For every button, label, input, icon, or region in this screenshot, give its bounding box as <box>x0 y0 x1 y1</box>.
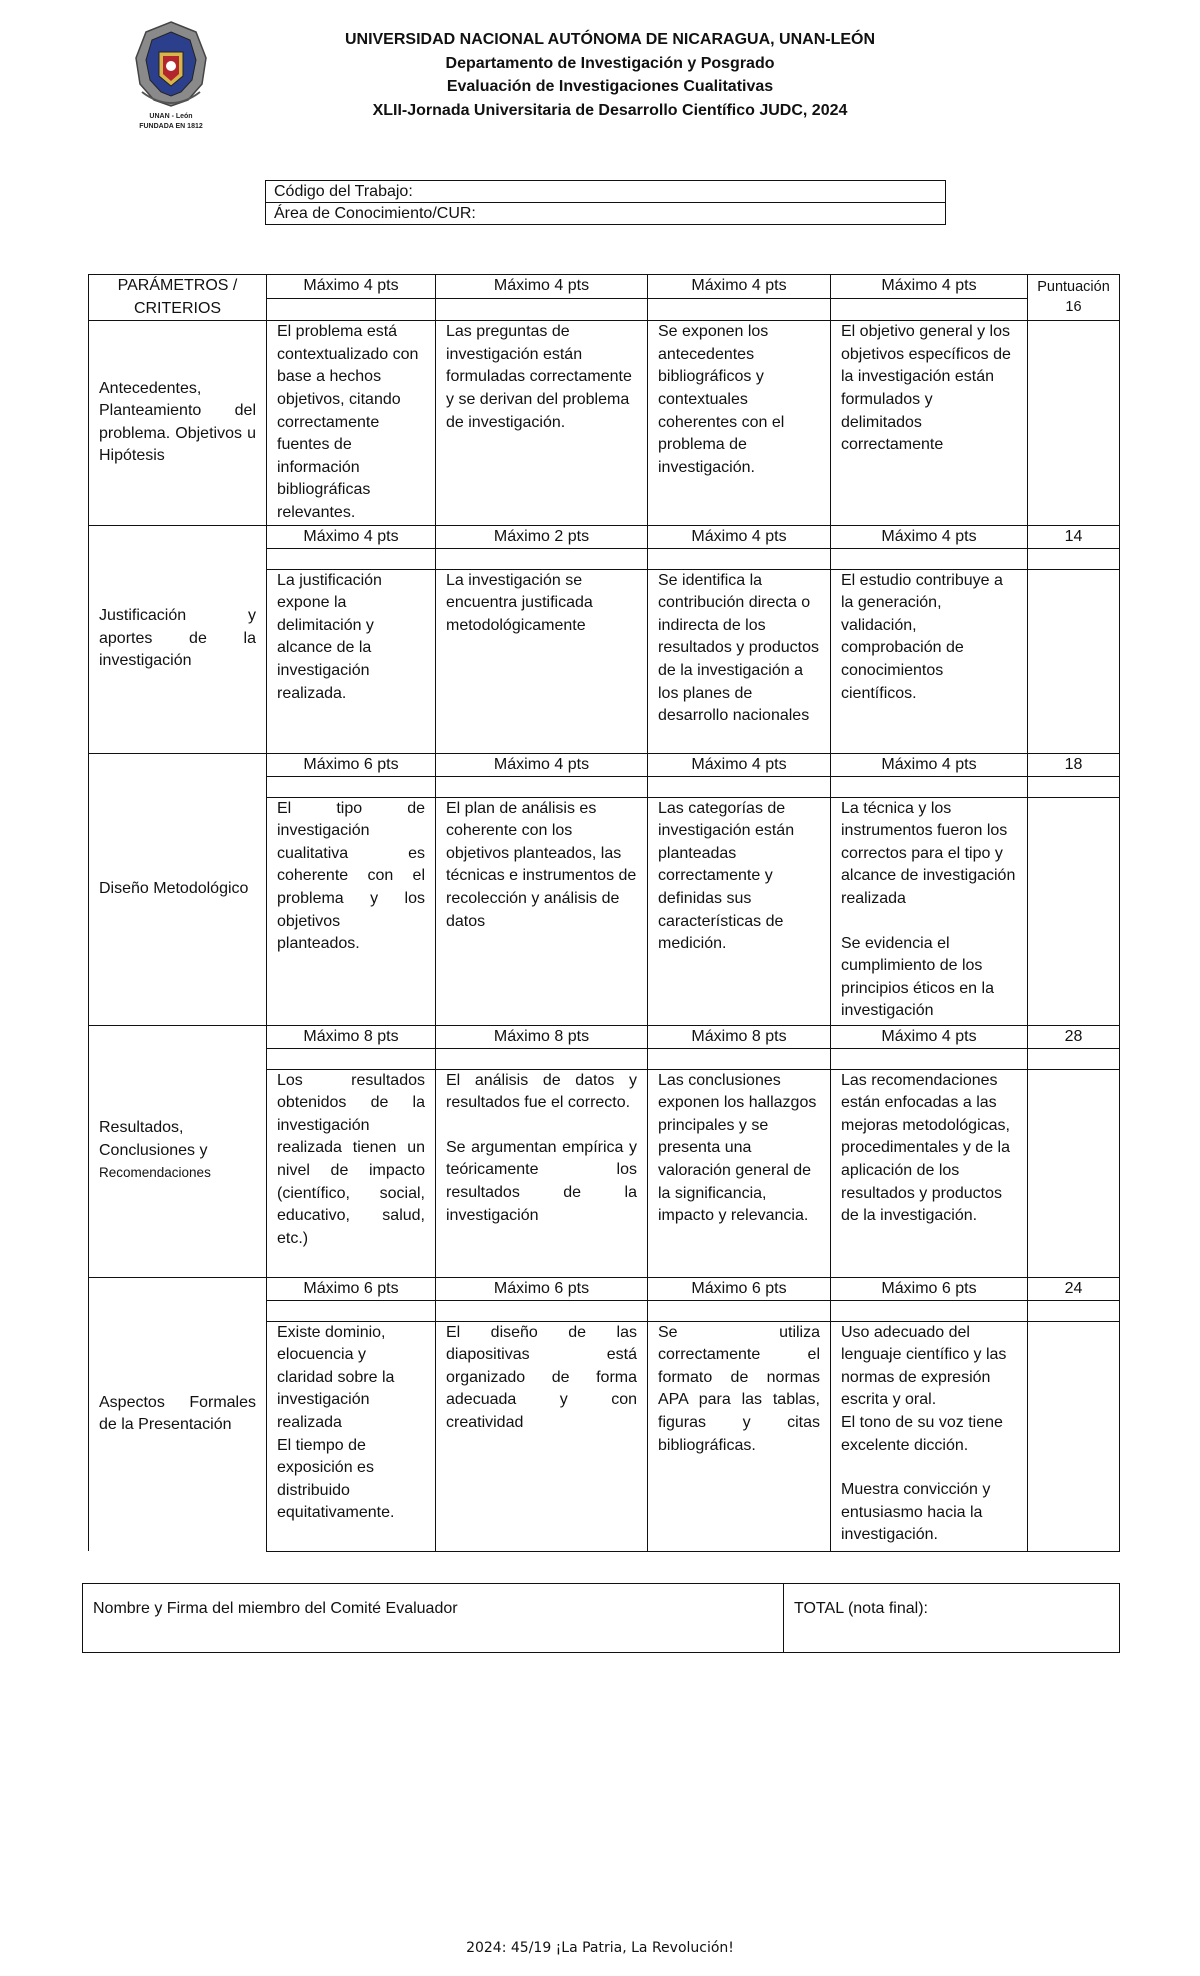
criterion-name: Justificación y aportes de la investigación <box>89 525 267 753</box>
knowledge-area-field[interactable]: Área de Conocimiento/CUR: <box>266 203 946 225</box>
criterion-description: Se exponen los antecedentes bibliográficos y contextuales coherentes con el problema de investigación. <box>648 321 831 525</box>
max-points-cell: Máximo 4 pts <box>436 275 648 299</box>
max-points-cell: Máximo 4 pts <box>267 275 436 299</box>
footer-slogan: 2024: 45/19 ¡La Patria, La Revolución! <box>466 1940 734 1956</box>
max-points-cell: Máximo 6 pts <box>831 1277 1028 1300</box>
max-points-cell: Máximo 6 pts <box>648 1277 831 1300</box>
max-points-cell: Máximo 2 pts <box>436 525 648 548</box>
max-points-cell: Máximo 4 pts <box>831 1025 1028 1048</box>
score-entry-cell[interactable] <box>1028 797 1120 1025</box>
criterion-description-group <box>267 1321 436 1551</box>
criterion-description: Uso adecuado del lenguaje científico y las normas de expresión escrita y oral. <box>841 1323 1007 1409</box>
criterion-description: Las recomendaciones están enfocadas a las mejoras metodológicas, procedimentales y de la aplicación de los resultados y productos de la investigación. <box>831 1069 1028 1277</box>
max-points-cell: Máximo 4 pts <box>648 275 831 299</box>
score-entry-cell[interactable] <box>1028 1069 1120 1277</box>
max-points-cell: Máximo 8 pts <box>648 1025 831 1048</box>
max-points-cell: Máximo 4 pts <box>831 275 1028 299</box>
criterion-description: La técnica y los instrumentos fueron los correctos para el tipo y alcance de investigación realizada <box>841 799 1016 907</box>
university-name: UNIVERSIDAD NACIONAL AUTÓNOMA DE NICARAGUA, UNAN-LEÓN <box>344 31 876 48</box>
max-points-cell: Máximo 4 pts <box>436 753 648 776</box>
criterion-description-group <box>831 797 1028 1025</box>
section-score: 14 <box>1028 525 1120 548</box>
criterion-name: Antecedentes, Planteamiento del problema. Objetivos u Hipótesis <box>89 321 267 525</box>
criterion-description: El tipo de investigación cualitativa es coherente con el problema y los objetivos planteados. <box>267 797 436 1025</box>
evaluation-rubric-table <box>88 274 1120 1552</box>
max-points-cell: Máximo 4 pts <box>831 525 1028 548</box>
criterion-description: El problema está contextualizado con base a hechos objetivos, citando correctamente fuentes de información bibliográficas relevantes. <box>267 321 436 525</box>
logo-text-line-2: FUNDADA EN 1812 <box>139 123 203 130</box>
max-points-cell: Máximo 4 pts <box>648 525 831 548</box>
criterion-description: Existe dominio, elocuencia y claridad sobre la investigación realizada <box>277 1323 395 1431</box>
criterion-description: Se argumentan empírica y teóricamente los resultados de la investigación <box>446 1138 637 1224</box>
criterion-description: El tiempo de exposición es distribuido equitativamente. <box>277 1436 395 1522</box>
work-info-box <box>265 180 946 225</box>
section-score: 28 <box>1028 1025 1120 1048</box>
criterion-name-small: Recomendaciones <box>99 1165 211 1181</box>
criterion-name <box>89 1025 267 1277</box>
criterion-name: Diseño Metodológico <box>89 753 267 1025</box>
criterion-description: Se identifica la contribución directa o indirecta de los resultados y productos de la investigación a los planes de desarrollo nacionales <box>648 569 831 753</box>
section-score: 24 <box>1028 1277 1120 1300</box>
criterion-description: Muestra convicción y entusiasmo hacia la investigación. <box>841 1481 991 1544</box>
score-entry-cell[interactable] <box>1028 1321 1120 1551</box>
criterion-name: Aspectos Formales de la Presentación <box>89 1277 267 1551</box>
criterion-description: El estudio contribuye a la generación, validación, comprobación de conocimientos científicos. <box>831 569 1028 753</box>
max-points-cell: Máximo 4 pts <box>831 753 1028 776</box>
criterion-description: Las categorías de investigación están planteadas correctamente y definidas sus características de medición. <box>648 797 831 1025</box>
university-seal-logo <box>130 18 212 136</box>
criterion-description: La justificación expone la delimitación y alcance de la investigación realizada. <box>267 569 436 753</box>
document-header <box>300 28 920 122</box>
criterion-description: El plan de análisis es coherente con los objetivos planteados, las técnicas e instrumentos de recolección y análisis de datos <box>436 797 648 1025</box>
evaluator-signature-field[interactable]: Nombre y Firma del miembro del Comité Evaluador <box>83 1584 784 1653</box>
criterion-name-main: Resultados, Conclusiones y <box>99 1119 208 1159</box>
score-entry-cell[interactable] <box>1028 569 1120 753</box>
criterion-description: El tono de su voz tiene excelente dicción. <box>841 1413 1003 1454</box>
signature-box <box>82 1583 1120 1653</box>
logo-text-line-1: UNAN - León <box>149 113 193 120</box>
max-points-cell: Máximo 8 pts <box>267 1025 436 1048</box>
criterion-description: El análisis de datos y resultados fue el correcto. <box>446 1071 637 1112</box>
param-column-header: PARÁMETROS / CRITERIOS <box>89 275 267 321</box>
criterion-description: Se utiliza correctamente el formato de normas APA para las tablas, figuras y citas bibliográficas. <box>648 1321 831 1551</box>
score-entry-cell[interactable] <box>1028 321 1120 525</box>
max-points-cell: Máximo 6 pts <box>267 1277 436 1300</box>
max-points-cell: Máximo 8 pts <box>436 1025 648 1048</box>
criterion-description: Las conclusiones exponen los hallazgos principales y se presenta una valoración general de la significancia, impacto y relevancia. <box>648 1069 831 1277</box>
total-grade-field[interactable]: TOTAL (nota final): <box>784 1584 1120 1653</box>
max-points-cell: Máximo 6 pts <box>267 753 436 776</box>
criterion-description: Las preguntas de investigación están formuladas correctamente y se derivan del problema de investigación. <box>436 321 648 525</box>
max-points-cell: Máximo 4 pts <box>648 753 831 776</box>
criterion-description: Se evidencia el cumplimiento de los principios éticos en la investigación <box>841 934 994 1020</box>
criterion-description-group <box>831 1321 1028 1551</box>
criterion-description: El objetivo general y los objetivos específicos de la investigación están formulados y delimitados correctamente <box>831 321 1028 525</box>
section-score: 18 <box>1028 753 1120 776</box>
section-score: 16 <box>1065 299 1082 315</box>
max-points-cell: Máximo 4 pts <box>267 525 436 548</box>
criterion-description: El diseño de las diapositivas está organizado de forma adecuada y con creatividad <box>436 1321 648 1551</box>
max-points-cell: Máximo 6 pts <box>436 1277 648 1300</box>
event-name: XLII-Jornada Universitaria de Desarrollo Científico JUDC, 2024 <box>372 101 848 119</box>
criterion-description: Los resultados obtenidos de la investigación realizada tienen un nivel de impacto (científico, social, educativo, salud, etc.) <box>267 1069 436 1277</box>
criterion-description-group <box>436 1069 648 1277</box>
evaluation-title: Evaluación de Investigaciones Cualitativas <box>446 78 774 95</box>
score-header-cell <box>1028 275 1120 321</box>
score-header-label: Puntuación <box>1037 279 1110 295</box>
criterion-description: La investigación se encuentra justificada metodológicamente <box>436 569 648 753</box>
department-name: Departamento de Investigación y Posgrado <box>445 54 775 72</box>
work-code-field[interactable]: Código del Trabajo: <box>266 181 946 203</box>
